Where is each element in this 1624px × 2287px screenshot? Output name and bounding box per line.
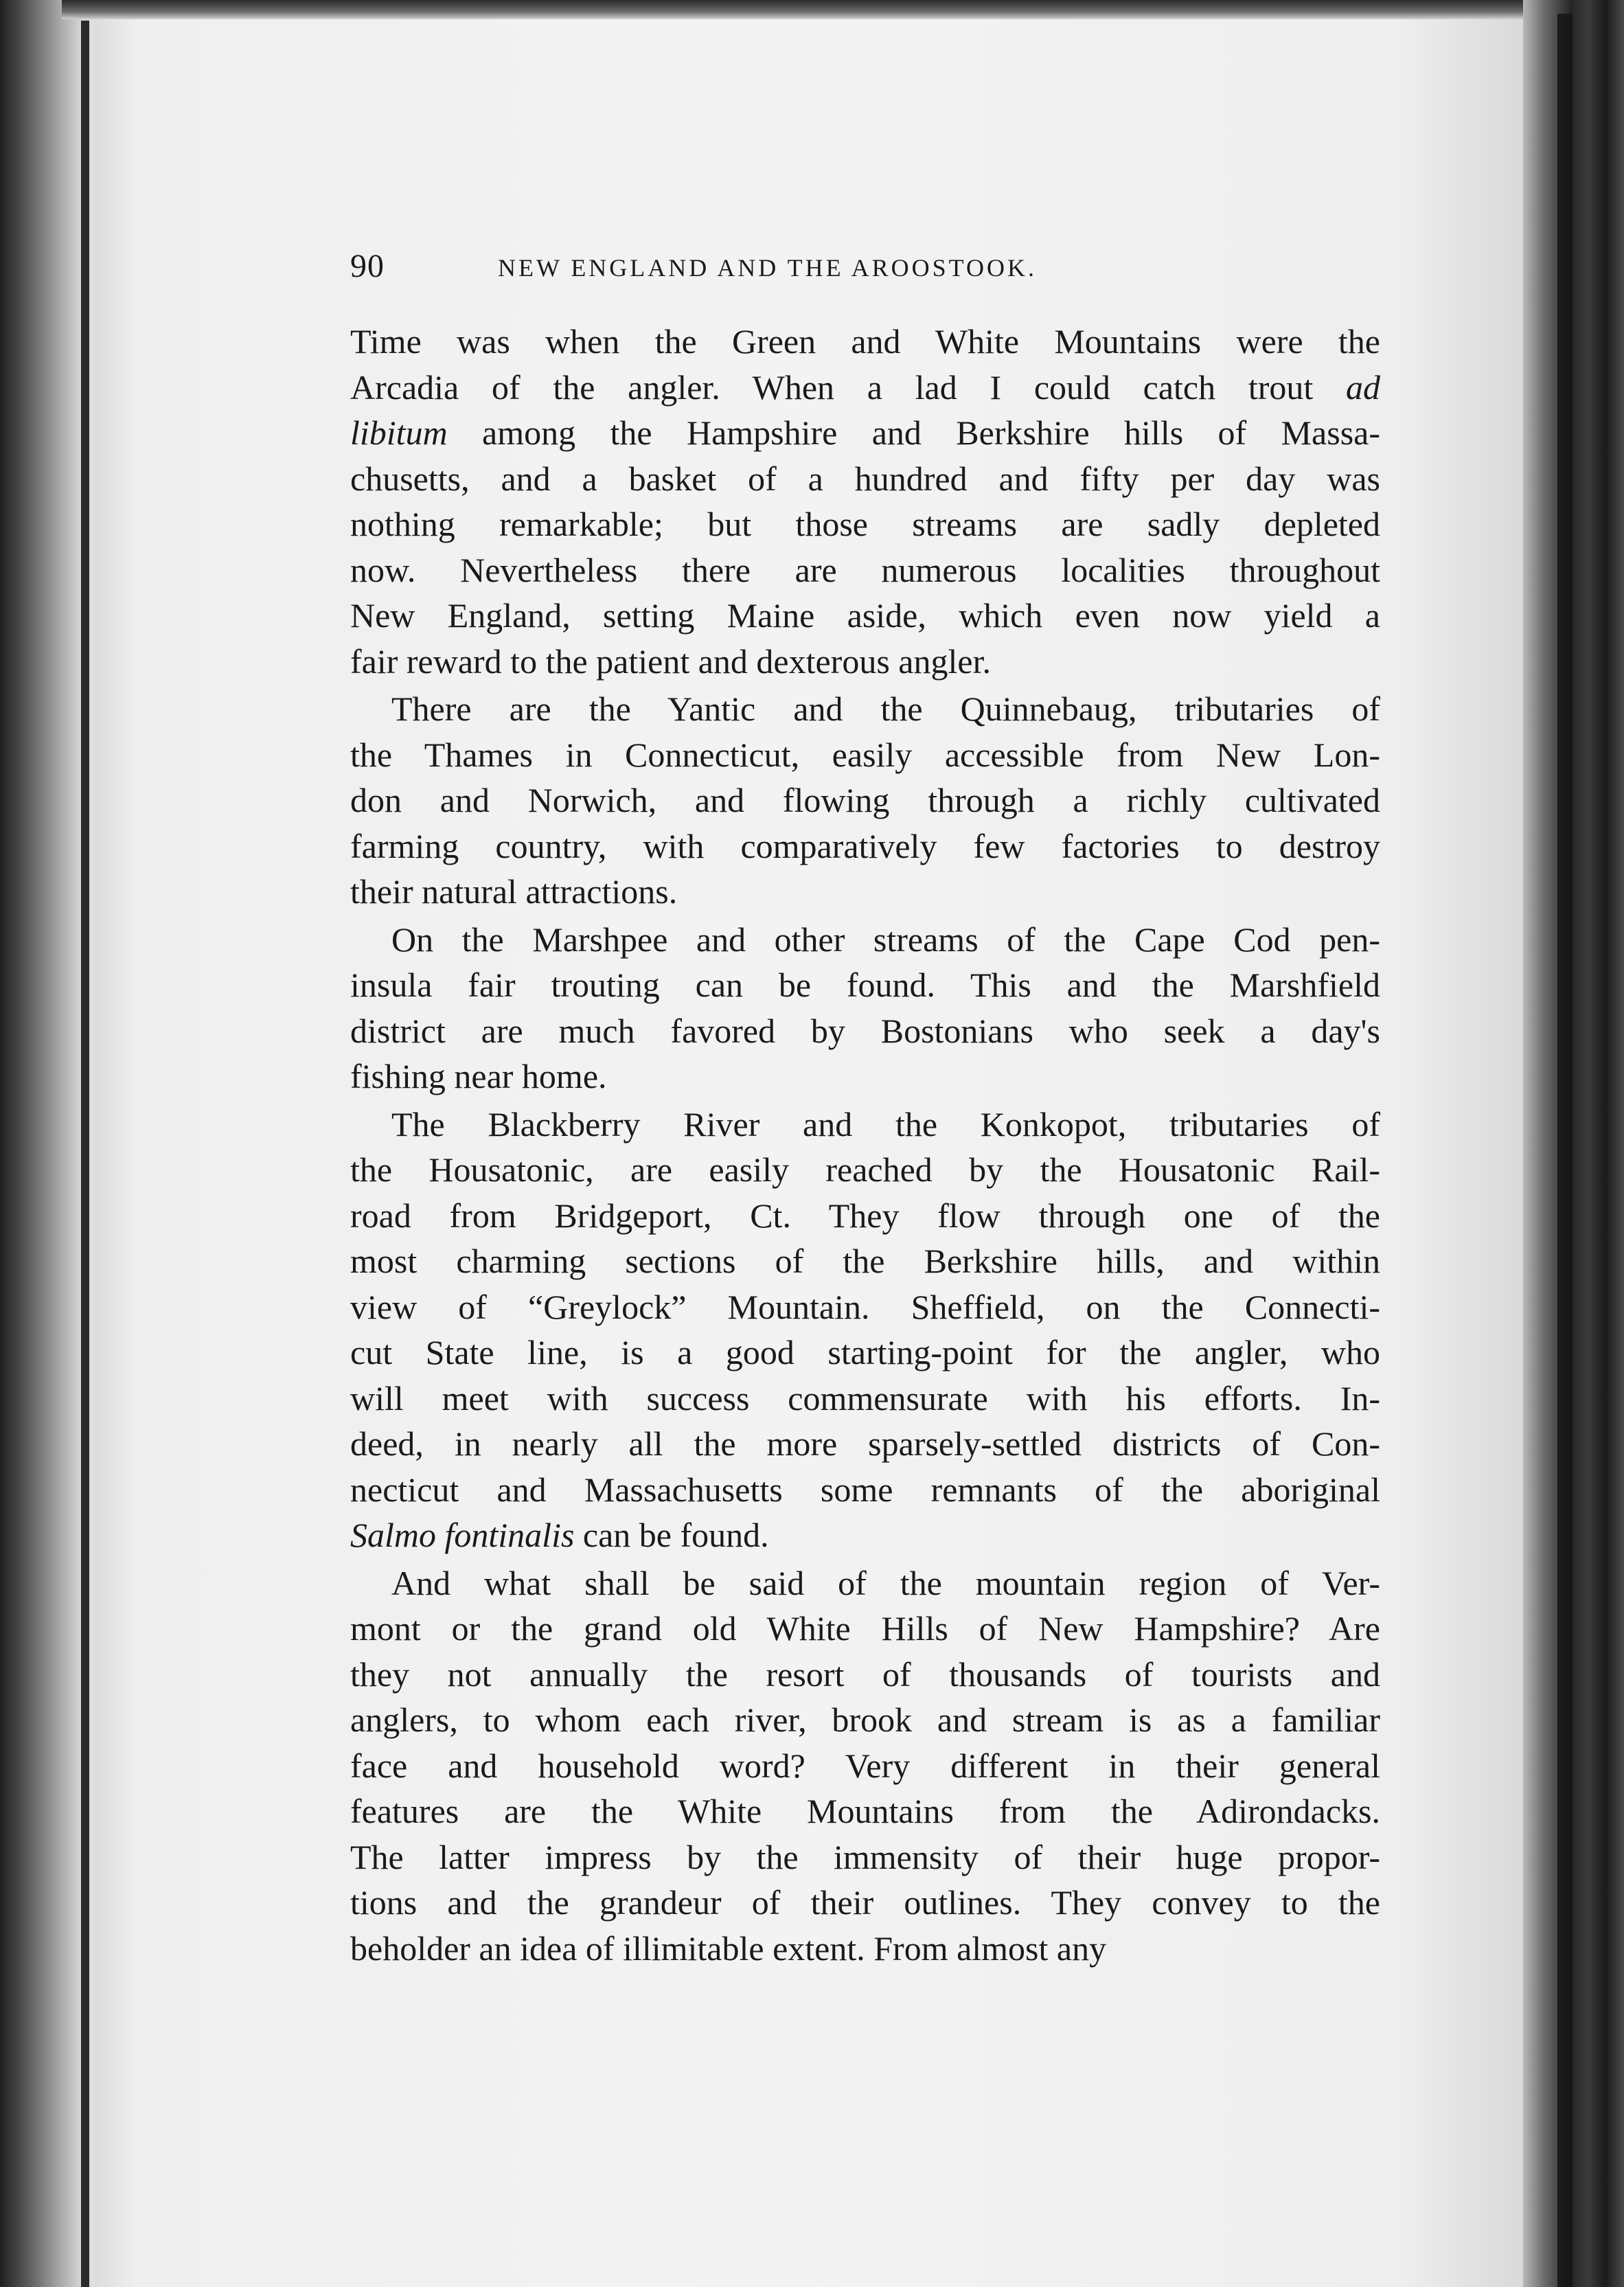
text-line: view of “Greylock” Mountain. Sheffield, on the Connecti- bbox=[350, 1287, 1380, 1326]
text-line: necticut and Massachusetts some remnants of the aboriginal bbox=[350, 1470, 1380, 1509]
text-line: beholder an idea of illimitable extent. From almost any bbox=[350, 1928, 1107, 1968]
text-line: mont or the grand old White Hills of New Hampshire? Are bbox=[350, 1609, 1380, 1648]
text-line: road from Bridgeport, Ct. They flow through one of the bbox=[350, 1196, 1380, 1235]
paragraph bbox=[350, 1102, 1380, 1558]
text-line: There are the Yantic and the Quinnebaug, tributaries of bbox=[391, 690, 1380, 728]
text-line: deed, in nearly all the more sparsely-settled districts of Con- bbox=[350, 1424, 1380, 1463]
book-gutter bbox=[1523, 0, 1624, 2287]
text-line: district are much favored by Bostonians who seek a day's bbox=[350, 1011, 1380, 1050]
page-number: 90 bbox=[350, 248, 385, 284]
paragraph-gap bbox=[350, 1971, 1380, 1973]
text-line: Time was when the Green and White Mountains were the bbox=[350, 322, 1380, 361]
text-line: the Thames in Connecticut, easily accessible from New Lon- bbox=[350, 735, 1380, 774]
text-line: On the Marshpee and other streams of the Cape Cod pen- bbox=[391, 920, 1380, 959]
paragraph bbox=[350, 319, 1380, 684]
text-line: fair reward to the patient and dexterous angler. bbox=[350, 641, 991, 681]
text-line: most charming sections of the Berkshire hills, and within bbox=[350, 1242, 1380, 1280]
text-line: the Housatonic, are easily reached by the Housatonic Rail- bbox=[350, 1150, 1380, 1189]
text-line: Salmo fontinalis can be found. bbox=[350, 1516, 769, 1554]
text-line: chusetts, and a basket of a hundred and fifty per day was bbox=[350, 459, 1380, 498]
text-line: farming country, with comparatively few factories to destroy bbox=[350, 826, 1380, 865]
running-head bbox=[350, 246, 1380, 287]
book-spine-shadow bbox=[1557, 14, 1572, 2287]
book-left-rule bbox=[81, 21, 89, 2287]
text-line: insula fair trouting can be found. This and the Marshfield bbox=[350, 966, 1380, 1004]
running-title: NEW ENGLAND AND THE AROOSTOOK. bbox=[498, 254, 1037, 282]
text-line: The Blackberry River and the Konkopot, tributaries of bbox=[391, 1104, 1380, 1144]
text-line: now. Nevertheless there are numerous localities throughout bbox=[350, 550, 1380, 589]
text-line: cut State line, is a good starting-point for the angler, who bbox=[350, 1333, 1380, 1372]
page-content bbox=[350, 246, 1380, 1973]
book-top-edge bbox=[62, 0, 1572, 19]
text-line: will meet with success commensurate with his efforts. In- bbox=[350, 1378, 1380, 1418]
paragraph bbox=[350, 686, 1380, 915]
paragraph bbox=[350, 917, 1380, 1100]
text-line: And what shall be said of the mountain region of Ver- bbox=[391, 1563, 1380, 1602]
text-line: tions and the grandeur of their outlines. They convey to the bbox=[350, 1883, 1380, 1922]
body-text bbox=[350, 319, 1380, 1973]
text-line: nothing remarkable; but those streams are sadly depleted bbox=[350, 505, 1380, 543]
text-line: libitum among the Hampshire and Berkshire hills of Massa- bbox=[350, 413, 1380, 452]
text-line: The latter impress by the immensity of their huge propor- bbox=[350, 1837, 1380, 1876]
paragraph bbox=[350, 1560, 1380, 1972]
text-line: their natural attractions. bbox=[350, 872, 678, 911]
text-line: don and Norwich, and flowing through a richly cultivated bbox=[350, 781, 1380, 819]
text-line: features are the White Mountains from the Adirondacks. bbox=[350, 1792, 1380, 1830]
text-line: New England, setting Maine aside, which even now yield a bbox=[350, 596, 1380, 635]
text-line: anglers, to whom each river, brook and stream is as a familiar bbox=[350, 1700, 1380, 1739]
text-line: Arcadia of the angler. When a lad I could catch trout ad bbox=[350, 367, 1380, 407]
text-line: fishing near home. bbox=[350, 1057, 607, 1095]
text-line: they not annually the resort of thousands of tourists and bbox=[350, 1654, 1380, 1694]
text-line: face and household word? Very different in their general bbox=[350, 1746, 1380, 1785]
